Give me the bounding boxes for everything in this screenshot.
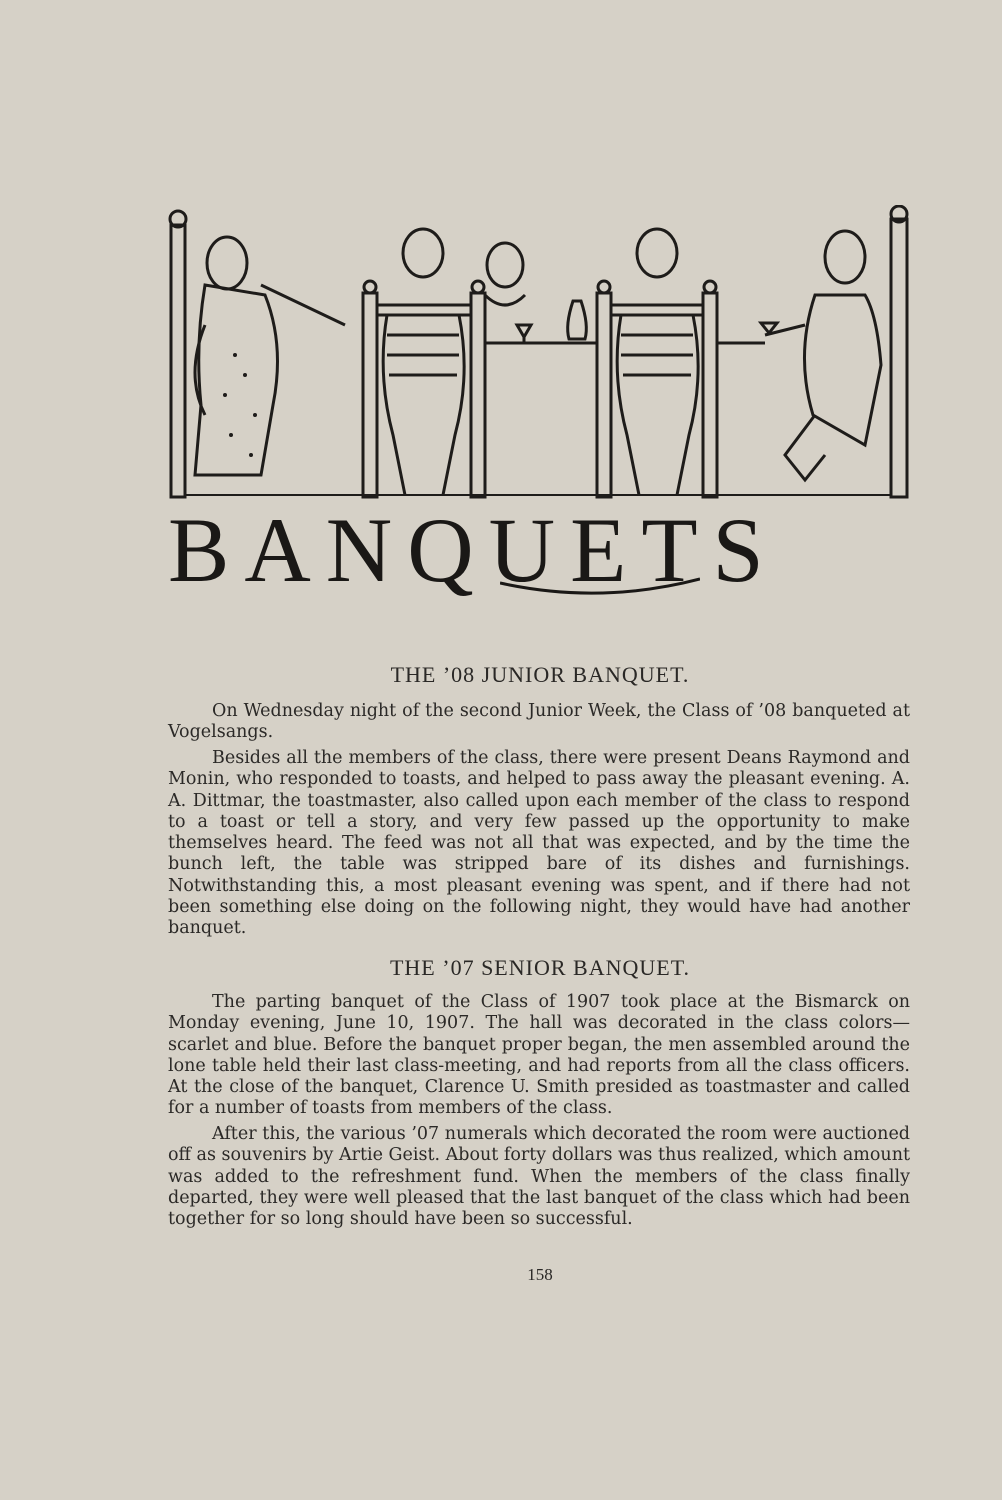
paragraph-junior-1: On Wednesday night of the second Junior Week, the Class of ’08 banqueted at Vogelsangs.	[168, 701, 910, 743]
banner-flourish	[500, 575, 700, 605]
section-heading-junior-banquet: THE ’08 JUNIOR BANQUET.	[390, 662, 690, 687]
paragraph-senior-1: The parting banquet of the Class of 1907 took place at the Bismarck on Monday evening, June 10, 1907. The hall was decorated in the class colors—scarlet and blue. Before the banquet proper began, the men assembled around the lone table held their last class-meeting, and had reports from all the class officers. At the close of the banquet, Clarence U. Smith presided as toastmaster and called for a number of toasts from members of the class.	[168, 992, 910, 1119]
banner-title: BANQUETS	[168, 499, 779, 601]
banquet-illustration	[165, 205, 915, 505]
page-number: 158	[527, 1265, 553, 1284]
paragraph-junior-2: Besides all the members of the class, there were present Deans Raymond and Monin, who responded to toasts, and helped to pass away the pleasant evening. A. A. Dittmar, the toastmaster, also called upon each member of the class to respond to a toast or tell a story, and very few passed up the opportunity to make themselves heard. The feed was not all that was expected, and by the time the bunch left, the table was stripped bare of its dishes and furnishings. Notwithstanding this, a most pleasant evening was spent, and if there had not been something else doing on the following night, they would have had another banquet.	[168, 748, 910, 939]
section-heading-senior-banquet: THE ’07 SENIOR BANQUET.	[389, 955, 690, 980]
paragraph-senior-2: After this, the various ’07 numerals which decorated the room were auctioned off as souvenirs by Artie Geist. About forty dollars was thus realized, which amount was added to the refreshment fund. When the members of the class finally departed, they were well pleased that the last banquet of the class which had been together for so long should have been so successful.	[168, 1124, 910, 1230]
